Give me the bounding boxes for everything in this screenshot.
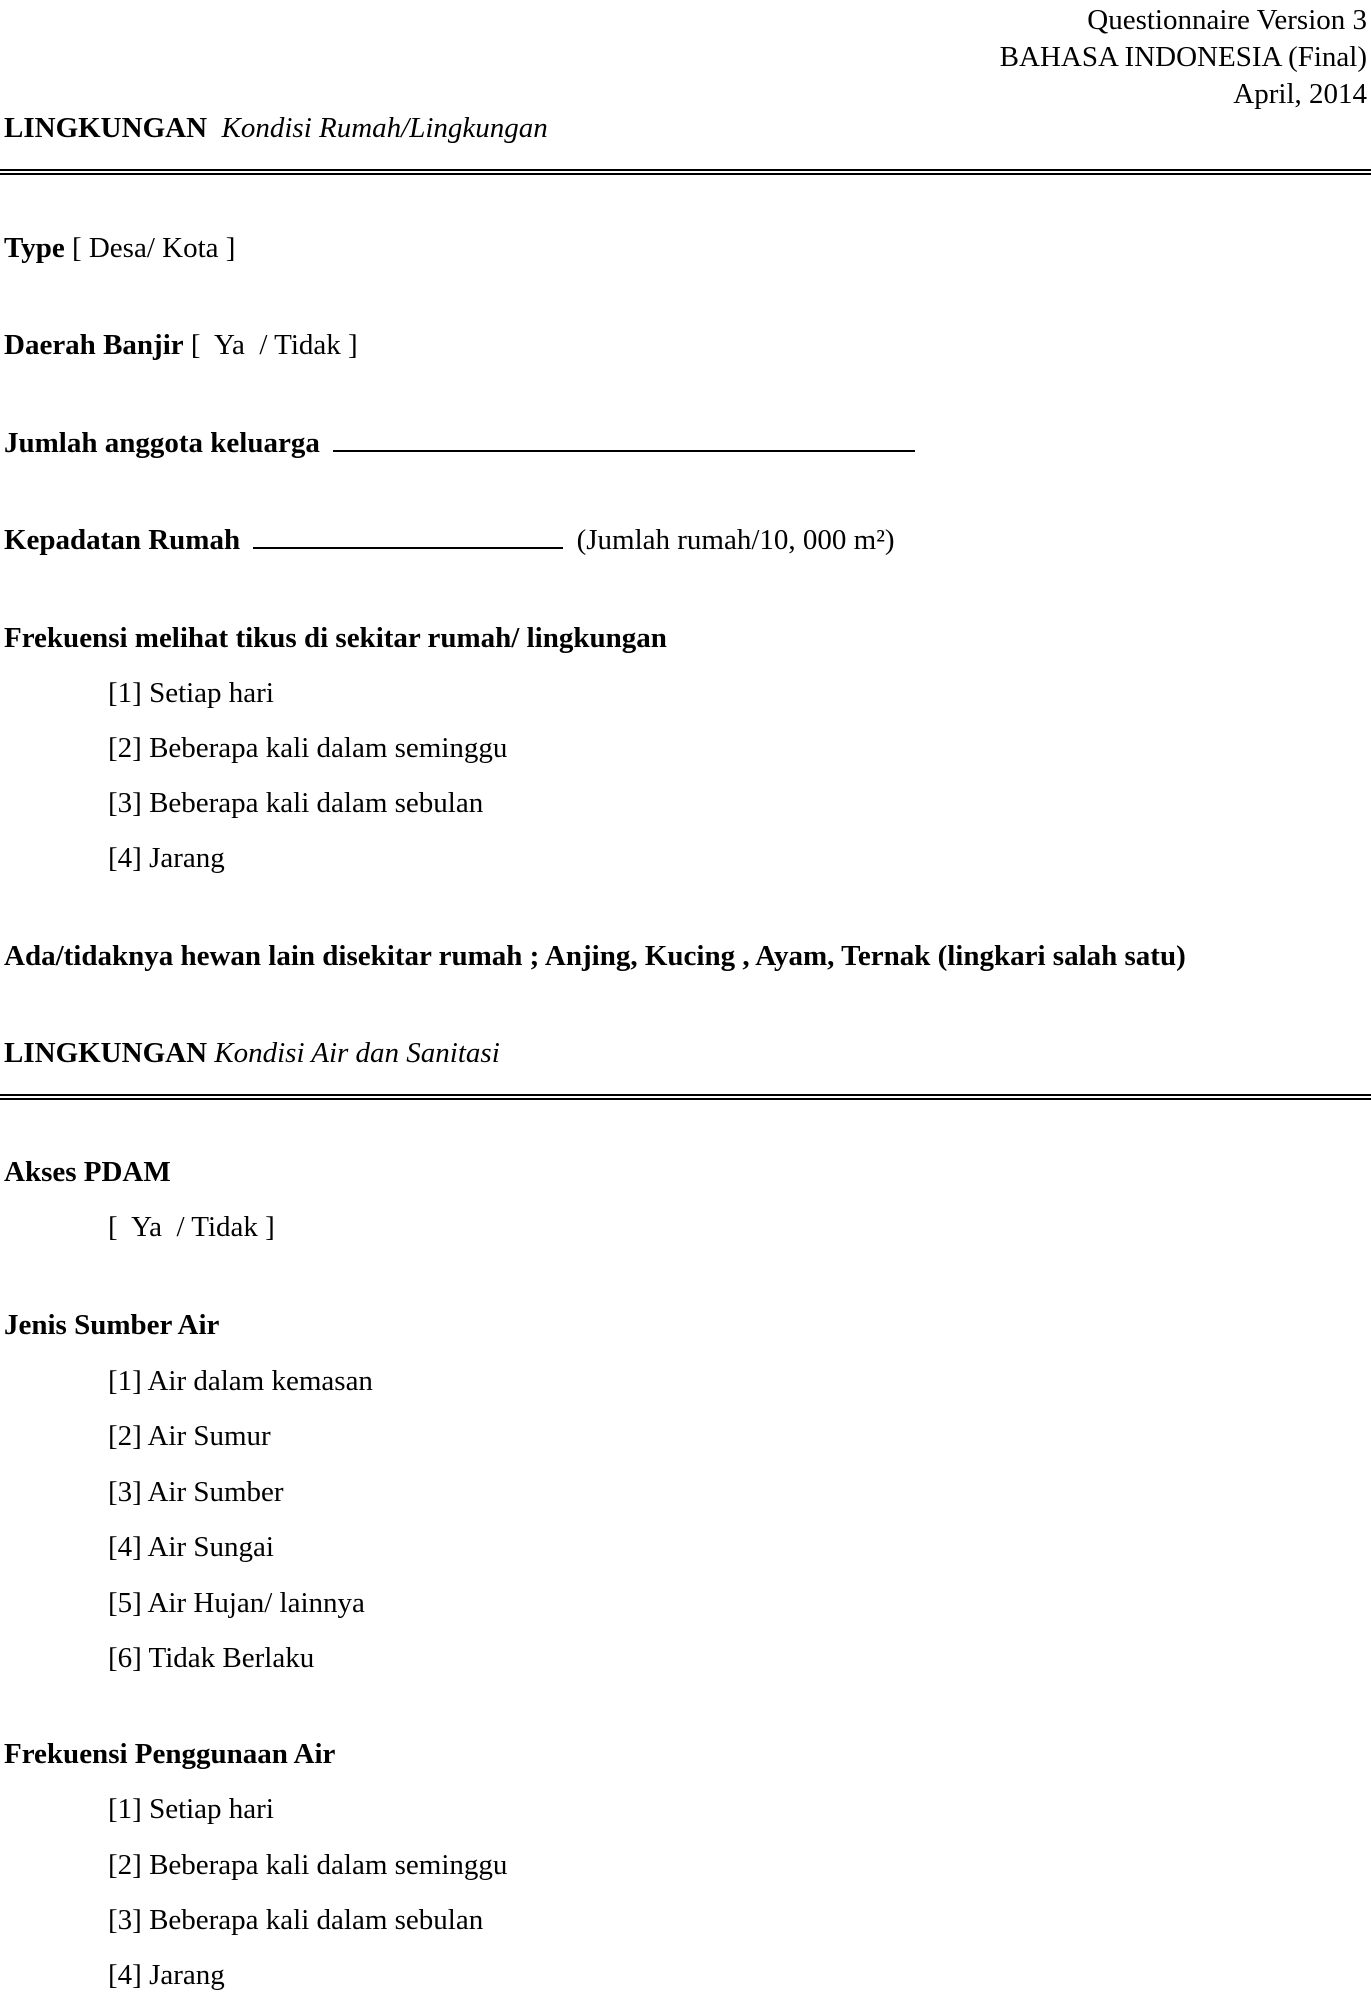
section-divider <box>0 169 1371 175</box>
type-options[interactable]: [ Desa/ Kota ] <box>71 232 236 264</box>
keluarga-answer-line[interactable] <box>333 428 915 452</box>
tikus-option-4[interactable]: [4] Jarang <box>108 842 225 874</box>
questionnaire-language: BAHASA INDONESIA (Final) <box>999 41 1367 73</box>
penggunaan-air-option-2[interactable]: [2] Beberapa kali dalam seminggu <box>108 1849 508 1881</box>
kepadatan-unit: (Jumlah rumah/10, 000 m²) <box>576 524 895 556</box>
section-heading-rumah <box>4 112 548 145</box>
sumber-air-option-3[interactable]: [3] Air Sumber <box>108 1476 284 1508</box>
penggunaan-air-option-4[interactable]: [4] Jarang <box>108 1959 225 1991</box>
banjir-label: Daerah Banjir <box>4 329 184 361</box>
questionnaire-version: Questionnaire Version 3 <box>1087 4 1367 36</box>
section-subtitle: Kondisi Air dan Sanitasi <box>214 1037 500 1069</box>
kepadatan-question <box>4 524 895 557</box>
banjir-question <box>4 329 358 362</box>
section-subtitle: Kondisi Rumah/Lingkungan <box>221 112 548 144</box>
tikus-option-2[interactable]: [2] Beberapa kali dalam seminggu <box>108 732 508 764</box>
section-heading-air <box>4 1037 500 1070</box>
type-label: Type <box>4 232 65 264</box>
sumber-air-option-1[interactable]: [1] Air dalam kemasan <box>108 1365 373 1397</box>
pdam-label: Akses PDAM <box>4 1156 171 1188</box>
hewan-question[interactable]: Ada/tidaknya hewan lain disekitar rumah ; Anjing, Kucing , Ayam, Ternak (lingkari salah satu) <box>4 940 1186 972</box>
tikus-label: Frekuensi melihat tikus di sekitar rumah/ lingkungan <box>4 622 667 654</box>
keluarga-label: Jumlah anggota keluarga <box>4 427 320 459</box>
sumber-air-option-4[interactable]: [4] Air Sungai <box>108 1531 274 1563</box>
penggunaan-air-option-3[interactable]: [3] Beberapa kali dalam sebulan <box>108 1904 484 1936</box>
tikus-option-3[interactable]: [3] Beberapa kali dalam sebulan <box>108 787 484 819</box>
kepadatan-answer-line[interactable] <box>253 525 563 549</box>
type-question <box>4 232 235 265</box>
kepadatan-label: Kepadatan Rumah <box>4 524 241 556</box>
banjir-options[interactable]: [ Ya / Tidak ] <box>190 329 358 361</box>
section-title: LINGKUNGAN <box>4 1037 208 1069</box>
pdam-options[interactable]: [ Ya / Tidak ] <box>108 1211 275 1243</box>
sumber-air-option-5[interactable]: [5] Air Hujan/ lainnya <box>108 1587 365 1619</box>
sumber-air-label: Jenis Sumber Air <box>4 1309 220 1341</box>
questionnaire-date: April, 2014 <box>1233 78 1367 110</box>
sumber-air-option-6[interactable]: [6] Tidak Berlaku <box>108 1642 315 1674</box>
penggunaan-air-option-1[interactable]: [1] Setiap hari <box>108 1793 274 1825</box>
keluarga-question <box>4 427 915 460</box>
sumber-air-option-2[interactable]: [2] Air Sumur <box>108 1420 271 1452</box>
tikus-option-1[interactable]: [1] Setiap hari <box>108 677 274 709</box>
section-divider <box>0 1094 1371 1100</box>
document-header <box>1000 2 1367 113</box>
section-title: LINGKUNGAN <box>4 112 208 144</box>
penggunaan-air-label: Frekuensi Penggunaan Air <box>4 1738 336 1770</box>
